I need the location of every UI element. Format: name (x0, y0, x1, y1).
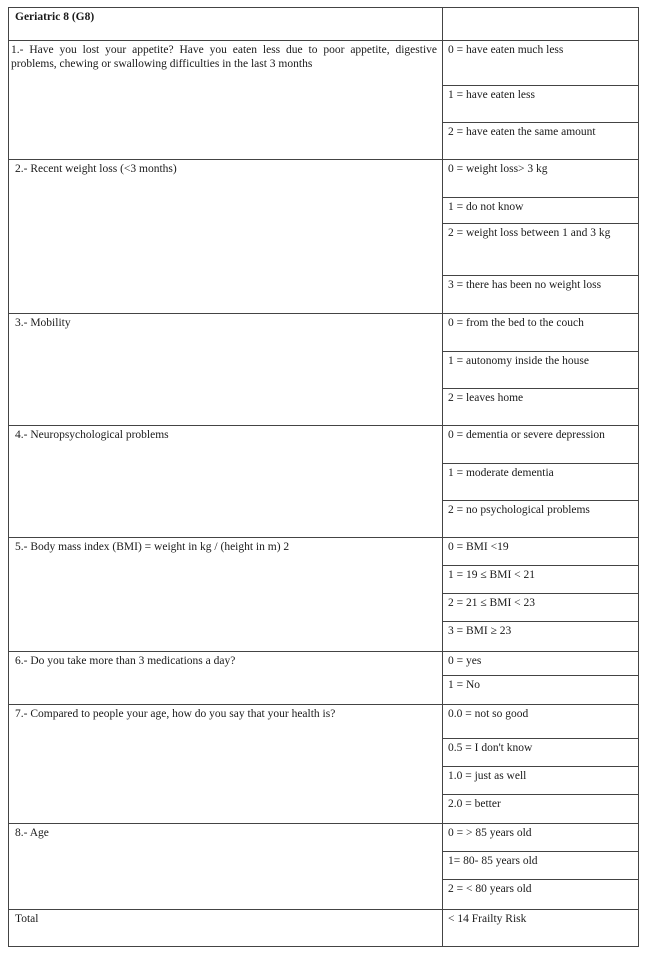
question-4: 4.- Neuropsychological problems (9, 426, 443, 538)
option-2-0: 0 = weight loss> 3 kg (443, 160, 639, 198)
question-6: 6.- Do you take more than 3 medications a day? (9, 652, 443, 705)
option-8-0: 0 = > 85 years old (443, 824, 639, 852)
total-value: < 14 Frailty Risk (443, 910, 639, 947)
table-row (9, 538, 639, 566)
option-4-0: 0 = dementia or severe depression (443, 426, 639, 464)
table-row (9, 824, 639, 852)
header-row (9, 8, 639, 41)
option-5-0: 0 = BMI <19 (443, 538, 639, 566)
table-row (9, 314, 639, 352)
option-1-0: 0 = have eaten much less (443, 41, 639, 86)
option-7-3: 2.0 = better (443, 795, 639, 824)
table-row (9, 652, 639, 676)
option-4-2: 2 = no psychological problems (443, 501, 639, 538)
option-1-2: 2 = have eaten the same amount (443, 123, 639, 160)
option-2-3: 3 = there has been no weight loss (443, 276, 639, 314)
option-3-0: 0 = from the bed to the couch (443, 314, 639, 352)
option-6-1: 1 = No (443, 676, 639, 705)
option-2-2: 2 = weight loss between 1 and 3 kg (443, 224, 639, 276)
total-row (9, 910, 639, 947)
option-5-1: 1 = 19 ≤ BMI < 21 (443, 566, 639, 594)
option-8-1: 1= 80- 85 years old (443, 852, 639, 880)
question-8: 8.- Age (9, 824, 443, 910)
table-title-blank (443, 8, 639, 41)
option-3-2: 2 = leaves home (443, 389, 639, 426)
option-8-2: 2 = < 80 years old (443, 880, 639, 910)
option-6-0: 0 = yes (443, 652, 639, 676)
option-7-0: 0.0 = not so good (443, 705, 639, 739)
table-row (9, 41, 639, 86)
option-5-3: 3 = BMI ≥ 23 (443, 622, 639, 652)
table-row (9, 160, 639, 198)
question-3: 3.- Mobility (9, 314, 443, 426)
question-7: 7.- Compared to people your age, how do you say that your health is? (9, 705, 443, 824)
option-3-1: 1 = autonomy inside the house (443, 352, 639, 389)
total-label: Total (9, 910, 443, 947)
g8-table (8, 7, 639, 947)
option-5-2: 2 = 21 ≤ BMI < 23 (443, 594, 639, 622)
table-title: Geriatric 8 (G8) (9, 8, 443, 41)
option-2-1: 1 = do not know (443, 198, 639, 224)
option-7-1: 0.5 = I don't know (443, 739, 639, 767)
option-4-1: 1 = moderate dementia (443, 464, 639, 501)
question-2: 2.- Recent weight loss (<3 months) (9, 160, 443, 314)
option-7-2: 1.0 = just as well (443, 767, 639, 795)
table-row (9, 426, 639, 464)
option-1-1: 1 = have eaten less (443, 86, 639, 123)
question-1: 1.- Have you lost your appetite? Have you eaten less due to poor appetite, digestive problems, chewing or swallowing difficulties in the last 3 months (9, 41, 443, 160)
table-row (9, 705, 639, 739)
question-5: 5.- Body mass index (BMI) = weight in kg / (height in m) 2 (9, 538, 443, 652)
